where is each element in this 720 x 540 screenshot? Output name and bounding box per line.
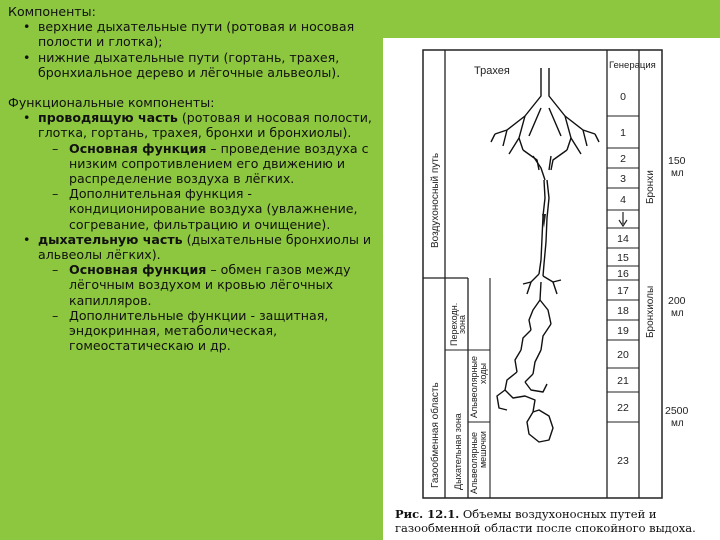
bullet: •: [23, 110, 31, 126]
generation-label: 22: [617, 402, 629, 414]
alveolar-ducts-label-2: ходы: [478, 363, 488, 384]
extra-function-text: Дополнительные функции - защитная, эндокринная, метаболическая, гомеостатическаю и др.: [69, 307, 329, 354]
item-text: верхние дыхательные пути (ротовая и носовая полости и глотка);: [38, 19, 355, 50]
alveolar-sac: [527, 410, 553, 442]
trachea-label: Трахея: [474, 65, 510, 77]
generation-header: Генерация: [609, 60, 656, 71]
sub-item: [8, 141, 380, 187]
conducting-title: проводящую часть: [38, 110, 178, 126]
airway-figure: [383, 38, 720, 540]
airway-diagram: [383, 38, 720, 540]
generation-arrow-icon: [619, 212, 627, 226]
list-item: [8, 19, 380, 49]
volume-150: 150: [668, 155, 686, 167]
generation-label: 21: [617, 375, 629, 387]
slide-text: [8, 4, 380, 353]
generation-label: 14: [617, 233, 629, 245]
generation-label: 19: [617, 325, 629, 337]
generation-label: 23: [617, 455, 629, 467]
respiratory-title: дыхательную часть: [38, 231, 183, 247]
airway-label: Воздухоносный путь: [430, 152, 441, 248]
components-heading: Компоненты:: [8, 4, 96, 19]
generation-label: 3: [620, 173, 626, 185]
sub-item: [8, 186, 380, 232]
generation-label: 1: [620, 127, 626, 139]
main-function-label: Основная функция: [69, 140, 207, 156]
volume-2500: 2500: [665, 405, 689, 417]
transition-zone-label: Переходн.: [449, 302, 459, 346]
generation-label: 0: [620, 91, 626, 103]
bullet: •: [23, 231, 31, 247]
volume-200-unit: мл: [671, 308, 684, 319]
conducting-desc: (ротовая и носовая полости, глотка, гортань, трахея, бронхи и бронхиолы).: [38, 110, 372, 141]
generation-label: 17: [617, 285, 629, 297]
alveolar-sacs-label-2: мешочки: [478, 431, 488, 468]
bullet: •: [23, 19, 31, 35]
dash: –: [52, 140, 59, 156]
figure-caption: [395, 507, 717, 535]
main-function-label: Основная функция: [69, 262, 207, 278]
alveolar-sacs-label: Альвеолярные: [469, 431, 479, 494]
respiratory-zone-label: Дыхательная зона: [453, 413, 463, 490]
dash: –: [52, 262, 59, 278]
generation-label: 15: [617, 252, 629, 264]
respiratory-desc: (дыхательные бронхиолы и альвеолы лёгких).: [38, 231, 372, 263]
transition-zone-label-2: зона: [457, 314, 467, 334]
volume-2500-unit: мл: [671, 418, 684, 429]
item-text: нижние дыхательные пути (гортань, трахея, бронхиальное дерево и лёгочные альвеолы).: [38, 49, 341, 80]
functional-heading: Функциональные компоненты:: [8, 95, 215, 111]
dash: –: [52, 307, 59, 323]
dash: –: [52, 186, 59, 202]
list-item: [8, 110, 380, 140]
extra-function-text: Дополнительная функция - кондиционирование воздуха (увлажнение, согревание, фильтрацию и очищение).: [69, 186, 358, 232]
generation-label: 4: [620, 194, 626, 206]
volume-200: 200: [668, 295, 686, 307]
sub-item: [8, 308, 380, 354]
caption-label: Рис. 12.1.: [395, 507, 460, 521]
bullet: •: [23, 49, 31, 65]
bronchial-tree: [491, 68, 599, 442]
alveolar-ducts-label: Альвеолярные: [469, 355, 479, 418]
bronchioles-label: Бронхиолы: [645, 285, 656, 338]
list-item: [8, 232, 380, 262]
generation-label: 16: [617, 268, 629, 280]
generation-label: 20: [617, 349, 629, 361]
sub-item: [8, 262, 380, 308]
caption-text: Объемы воздухоносных путей и газообменной области после спокойного выдоха.: [395, 507, 696, 535]
bronchi-label: Бронхи: [645, 170, 656, 204]
main-function-text: – обмен газов между лёгочным воздухом и кровью лёгочных капилляров.: [69, 262, 351, 308]
generation-label: 2: [620, 153, 626, 165]
gas-exchange-label: Газообменная область: [430, 382, 441, 488]
main-function-text: – проведение воздуха с низким сопротивлением его движению и распределение воздуха в лёгких.: [69, 140, 369, 187]
volume-150-unit: мл: [671, 168, 684, 179]
generation-label: 18: [617, 305, 629, 317]
list-item: [8, 50, 380, 80]
